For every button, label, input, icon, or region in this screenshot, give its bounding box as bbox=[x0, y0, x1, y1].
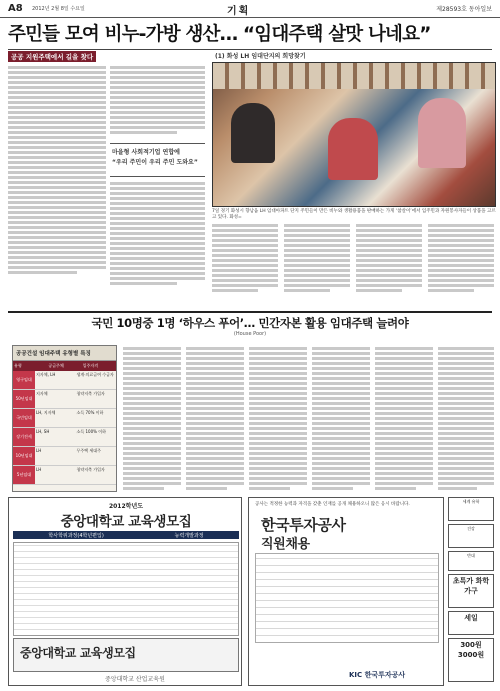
article-subhead-box bbox=[110, 143, 205, 177]
table-cell: LH bbox=[36, 448, 42, 453]
publisher-info: 제28593호 동아일보 bbox=[436, 6, 492, 13]
classified-ad[interactable]: 초특가 화학가구 bbox=[448, 574, 494, 608]
row-label: 장기전세 bbox=[13, 428, 35, 446]
photo-shelf bbox=[213, 63, 496, 89]
table-row bbox=[13, 447, 116, 466]
section2-column-1 bbox=[123, 345, 181, 492]
ad1-tab: 학사학위과정(4학년편입) bbox=[48, 532, 104, 539]
table-header-cell: 입주자격 bbox=[82, 363, 99, 368]
ad2-announcement: 공사는 적정한 능력과 자격을 갖춘 인재를 공개 채용하오니 많은 응시 바랍니다. bbox=[255, 502, 410, 507]
table-cell: 청약저축 가입자 bbox=[76, 391, 105, 396]
section-name: 기획 bbox=[227, 6, 251, 17]
row-label: 5년임대 bbox=[13, 466, 35, 484]
ad2-company-name: 한국투자공사 bbox=[261, 516, 346, 534]
row-label: 50년임대 bbox=[13, 390, 35, 408]
section2-subtitle: (House Poor) bbox=[233, 331, 267, 337]
chungang-university-ad[interactable] bbox=[8, 497, 242, 686]
classified-ad[interactable]: 300원 3000원 bbox=[448, 638, 494, 682]
series-subtitle: (1) 화성 LH 임대단지의 희망찾기 bbox=[215, 53, 306, 60]
section2-column-5 bbox=[375, 345, 433, 492]
classified-ad[interactable]: 반대 bbox=[448, 551, 494, 571]
ad1-title: 중앙대학교 교육생모집 bbox=[60, 514, 192, 530]
section2-column-3 bbox=[249, 345, 307, 492]
photo-person-1 bbox=[231, 103, 275, 163]
row-label: 영구임대 bbox=[13, 371, 35, 389]
ad1-tab-band bbox=[13, 531, 239, 539]
subhead-line-1: 마을형 사회적기업 연합에 bbox=[112, 149, 180, 156]
classified-ad[interactable]: 세일 bbox=[448, 611, 494, 635]
housing-type-table bbox=[12, 345, 117, 492]
table-cell: LH, SH bbox=[36, 429, 50, 434]
page-header bbox=[0, 0, 500, 18]
table-row bbox=[13, 428, 116, 447]
table-header-row bbox=[13, 361, 116, 371]
table-cell: 청약저축 가입자 bbox=[76, 467, 105, 472]
table-row bbox=[13, 390, 116, 409]
ad2-recruitment-table bbox=[255, 553, 439, 643]
section2-column-2 bbox=[186, 345, 244, 492]
table-cell: 무주택 세대주 bbox=[76, 448, 101, 453]
ad1-year: 2012학년도 bbox=[108, 503, 144, 510]
issue-date: 2012년 2월 8일 수요일 bbox=[32, 6, 85, 12]
table-cell: 생계·의료급여 수급자 bbox=[76, 372, 114, 377]
article-column-2-top bbox=[110, 64, 205, 140]
series-tag: 공공 지원주택에서 길을 찾다 bbox=[8, 51, 96, 62]
article-column-4 bbox=[284, 222, 350, 308]
photo-caption: 7일 경기 화성시 향남읍 LH 임대아파트 단지 주민들이 만든 비누와 생활용품을 판매하는 가게 ‘참살이’에서 입주민과 자원봉사자들이 상품을 고르고 있다. 화성= bbox=[212, 209, 496, 220]
small-classified-ads bbox=[448, 497, 494, 686]
ad1-course-table bbox=[13, 542, 239, 636]
table-cell: LH bbox=[36, 467, 42, 472]
section2-headline: 국민 10명중 1명 ‘하우스 푸어’… 민간자본 활용 임대주택 늘려야 bbox=[91, 316, 409, 330]
article-column-5 bbox=[356, 222, 422, 308]
kic-recruitment-ad[interactable] bbox=[248, 497, 444, 686]
table-cell: 소득 100% 이하 bbox=[76, 429, 106, 434]
article-column-6 bbox=[428, 222, 494, 308]
ad2-subtitle: 직원채용 bbox=[261, 537, 310, 552]
article-photo bbox=[212, 62, 496, 207]
table-row bbox=[13, 466, 116, 485]
section-divider bbox=[8, 311, 492, 313]
row-label: 10년임대 bbox=[13, 447, 35, 465]
table-header-cell: 유형 bbox=[14, 363, 22, 368]
article-column-1 bbox=[8, 64, 106, 308]
classified-ad[interactable]: 세계 유학 bbox=[448, 497, 494, 521]
table-cell: LH, 지자체 bbox=[36, 410, 56, 415]
page-number: A8 bbox=[8, 3, 23, 14]
table-header-cell: 공급주체 bbox=[48, 363, 64, 368]
article-column-2-bottom bbox=[110, 180, 205, 308]
table-title: 공공건설 임대주택 유형별 특징 bbox=[13, 346, 116, 361]
ad1-brand: 중앙대학교 산업교육원 bbox=[105, 676, 165, 683]
ad2-logo: KIC 한국투자공사 bbox=[349, 671, 406, 679]
photo-person-3 bbox=[418, 98, 466, 168]
table-cell: 지자체 bbox=[36, 391, 48, 396]
classified-ad[interactable]: 건강 bbox=[448, 524, 494, 548]
table-row bbox=[13, 409, 116, 428]
main-headline: 주민들 모여 비누-가방 생산… “임대주택 살맛 나네요” bbox=[8, 24, 431, 45]
ad1-tab: 능력개발과정 bbox=[174, 532, 204, 539]
table-row bbox=[13, 371, 116, 390]
ad1-footer-box bbox=[13, 638, 239, 672]
subhead-line-4: “우리 주민이 우리 주민 도와요” bbox=[112, 159, 198, 166]
section2-column-6 bbox=[438, 345, 494, 492]
series-kicker bbox=[8, 51, 96, 61]
ad1-footer-title: 중앙대학교 교육생모집 bbox=[20, 646, 136, 660]
row-label: 국민임대 bbox=[13, 409, 35, 427]
article-column-3 bbox=[212, 222, 278, 308]
table-cell: 소득 70% 이하 bbox=[76, 410, 104, 415]
section2-column-4 bbox=[312, 345, 370, 492]
photo-person-2 bbox=[328, 118, 378, 180]
table-cell: 지자체, LH bbox=[36, 372, 56, 377]
